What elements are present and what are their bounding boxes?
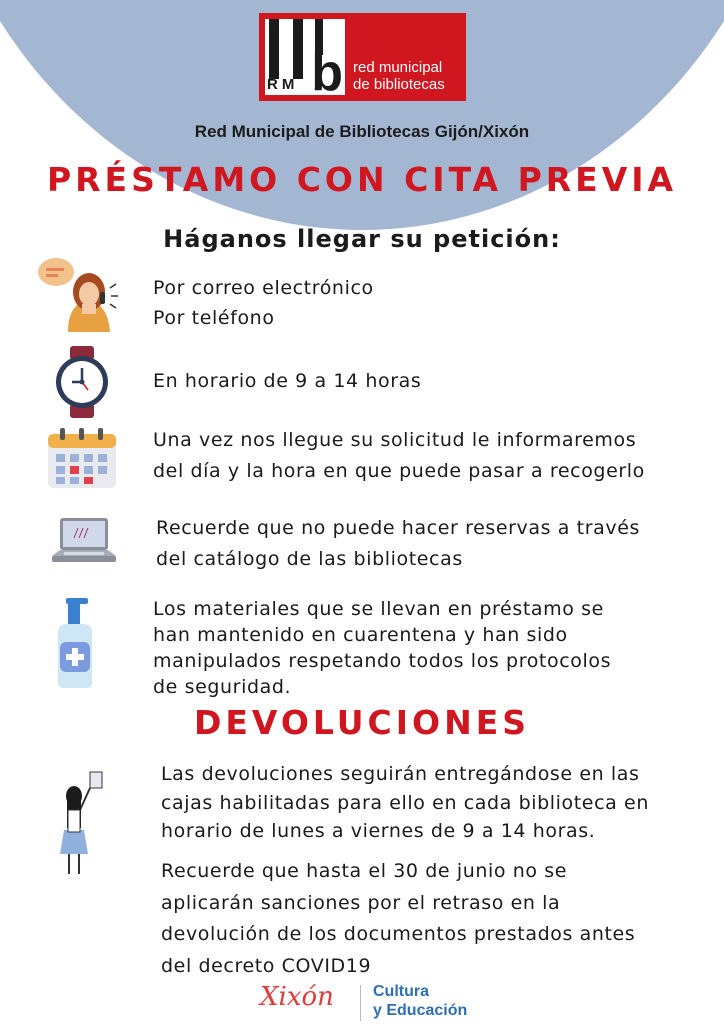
logo-b-letter: b (311, 44, 343, 102)
request-heading: Háganos llegar su petición: (163, 225, 561, 253)
request-line: manipulados respetando todos los protocolos (153, 650, 612, 672)
logo-text (353, 59, 445, 93)
returns-heading: DEVOLUCIONES (193, 703, 531, 742)
request-line: han mantenido en cuarentena y han sido (153, 624, 568, 646)
xixon-logo: Xixón (260, 982, 334, 1012)
page-title: PRÉSTAMO CON CITA PREVIA (46, 160, 678, 199)
returns-line: Recuerde que hasta el 30 de junio no se (161, 860, 568, 882)
calendar-icon (46, 428, 118, 490)
request-line: Una vez nos llegue su solicitud le informaremos (153, 429, 637, 451)
returns-paragraph-2 (161, 856, 635, 982)
footer-line2: y Educación (373, 1002, 468, 1019)
clock-icon (54, 346, 110, 418)
request-line: Recuerde que no puede hacer reservas a través (156, 517, 641, 539)
returns-line: del decreto COVID19 (161, 954, 372, 977)
returns-line: aplicarán sanciones por el retraso en la (161, 891, 561, 914)
request-item-hours (153, 366, 421, 396)
footer-line1: Cultura (373, 983, 429, 1000)
sanitizer-icon (52, 598, 98, 690)
request-item-quarantine (153, 596, 611, 700)
logo-text-line1: red municipal (353, 59, 443, 76)
logo-bar (293, 19, 303, 79)
logo-text-line2: de bibliotecas (353, 76, 445, 93)
footer-department (373, 982, 467, 1020)
request-line: del catálogo de las bibliotecas (156, 548, 463, 570)
phone-woman-icon (38, 254, 122, 334)
logo-letters: RM (267, 76, 299, 93)
logo-bar (269, 19, 279, 79)
returns-line: devolución de los documentos prestados antes (161, 923, 636, 945)
request-line: Por teléfono (153, 307, 275, 329)
returns-line: Las devoluciones seguirán entregándose en las (161, 763, 640, 785)
request-line: de seguridad. (153, 676, 292, 698)
logo-mark (265, 19, 345, 102)
footer-divider (360, 985, 361, 1021)
request-item-contact (153, 273, 374, 333)
returns-paragraph-1 (161, 760, 649, 846)
woman-book-icon (58, 770, 108, 880)
library-logo (259, 13, 466, 101)
returns-line: cajas habilitadas para ello en cada biblioteca en (161, 791, 649, 814)
laptop-icon (52, 516, 116, 566)
page-subtitle: Red Municipal de Bibliotecas Gijón/Xixón (194, 122, 530, 141)
request-line: En horario de 9 a 14 horas (153, 370, 422, 392)
request-line: del día y la hora en que puede pasar a recogerlo (153, 460, 645, 482)
request-line: Por correo electrónico (153, 277, 374, 299)
returns-line: horario de lunes a viernes de 9 a 14 horas. (161, 820, 596, 842)
request-item-catalog (156, 513, 640, 575)
request-line: Los materiales que se llevan en préstamo se (153, 598, 604, 620)
request-item-notification (153, 425, 645, 487)
